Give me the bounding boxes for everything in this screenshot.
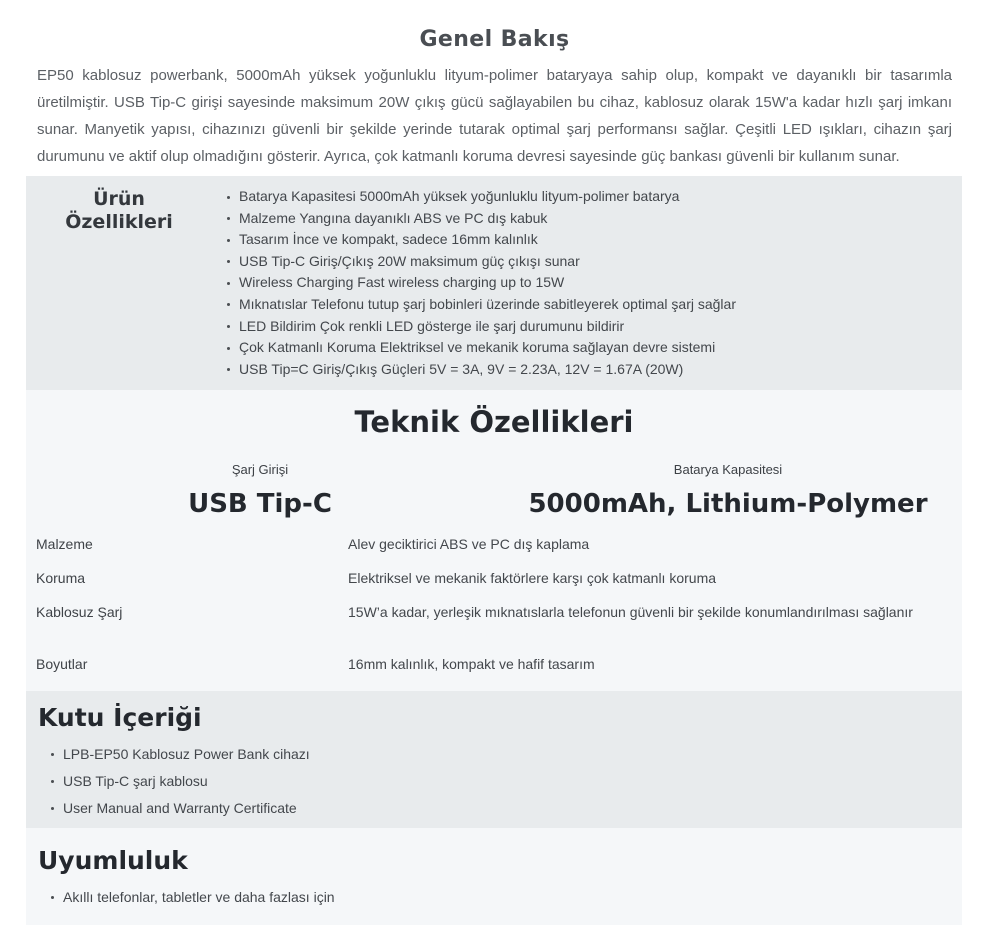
highlight-label: Şarj Girişi [231, 462, 289, 478]
spec-label: Koruma [36, 570, 86, 587]
spec-label: Boyutlar [36, 656, 88, 673]
spec-label: Kablosuz Şarj [36, 604, 123, 621]
box-contents-list [38, 741, 942, 822]
box-contents-title: Kutu İçeriği [38, 703, 202, 733]
box-content-item: User Manual and Warranty Certificate [50, 795, 942, 822]
feature-item: LED Bildirim Çok renkli LED gösterge ile şarj durumunu bildirir [226, 316, 948, 338]
page-title: Genel Bakış [419, 27, 570, 52]
compatibility-title: Uyumluluk [38, 846, 188, 876]
box-content-item: USB Tip-C şarj kablosu [50, 768, 942, 795]
feature-item: USB Tip=C Giriş/Çıkış Güçleri 5V = 3A, 9V = 2.23A, 12V = 1.67A (20W) [226, 359, 948, 381]
feature-item: Mıknatıslar Telefonu tutup şarj bobinleri üzerinde sabitleyerek optimal şarj sağlar [226, 294, 948, 316]
highlight-label: Batarya Kapasitesi [673, 462, 783, 478]
highlight-value: 5000mAh, Lithium-Polymer [528, 489, 928, 520]
product-features-label-line2: Özellikleri [65, 211, 173, 233]
overview-paragraph: EP50 kablosuz powerbank, 5000mAh yüksek yoğunluklu lityum-polimer bataryaya sahip olup, kompakt ve dayanıklı bir tasarımla üretilmiştir. USB Tip-C girişi sayesinde maksimum 20W çıkış gücü sağlayabilen bu cihaz, kablosuz olarak 15W'a kadar hızlı şarj imkanı sunar. Manyetik yapısı, cihazınızı güvenli bir şekilde yerinde tutarak optimal şarj performansı sağlar. Çeşitli LED ışıkları, cihazın şarj durumunu ve aktif olup olmadığını gösterir. Ayrıca, çok katmanlı koruma devresi sayesinde güç bankası güvenli bir kullanım sunar. [37, 67, 952, 165]
product-features-section [26, 176, 962, 390]
tech-specs-title: Teknik Özellikleri [354, 405, 634, 440]
compatibility-section [26, 828, 962, 925]
compatibility-item: Akıllı telefonlar, tabletler ve daha fazlası için [50, 884, 942, 911]
feature-item: USB Tip-C Giriş/Çıkış 20W maksimum güç çıkışı sunar [226, 251, 948, 273]
product-features-label-line1: Ürün [93, 188, 145, 210]
product-features-label [26, 185, 212, 380]
highlight-charge-input [26, 462, 494, 520]
box-content-item: LPB-EP50 Kablosuz Power Bank cihazı [50, 741, 942, 768]
feature-item: Batarya Kapasitesi 5000mAh yüksek yoğunluklu lityum-polimer batarya [226, 186, 948, 208]
spec-value: 15W’a kadar, yerleşik mıknatıslarla telefonun güvenli bir şekilde konumlandırılması sağlanır [348, 604, 913, 621]
spec-row-dimensions [36, 656, 962, 673]
feature-item: Wireless Charging Fast wireless charging up to 15W [226, 272, 948, 294]
feature-item: Malzeme Yangına dayanıklı ABS ve PC dış kabuk [226, 208, 948, 230]
spec-value: Alev geciktirici ABS ve PC dış kaplama [348, 536, 590, 553]
spec-value: 16mm kalınlık, kompakt ve hafif tasarım [348, 656, 595, 673]
spec-label: Malzeme [36, 536, 93, 553]
tech-specs-highlights [26, 462, 962, 520]
feature-item: Tasarım İnce ve kompakt, sadece 16mm kalınlık [226, 229, 948, 251]
tech-specs-table [26, 536, 962, 673]
feature-item: Çok Katmanlı Koruma Elektriksel ve mekanik koruma sağlayan devre sistemi [226, 337, 948, 359]
spec-row-protection [36, 570, 962, 587]
highlight-battery-capacity [494, 462, 962, 520]
spec-row-material [36, 536, 962, 553]
spec-row-wireless-charging [36, 604, 962, 621]
spec-value: Elektriksel ve mekanik faktörlere karşı çok katmanlı koruma [348, 570, 717, 587]
highlight-value: USB Tip-C [188, 489, 332, 520]
product-features-list [212, 185, 948, 380]
content-sections [26, 176, 962, 925]
box-contents-section [26, 691, 962, 828]
tech-specs-section [26, 390, 962, 691]
compatibility-list [38, 884, 942, 911]
